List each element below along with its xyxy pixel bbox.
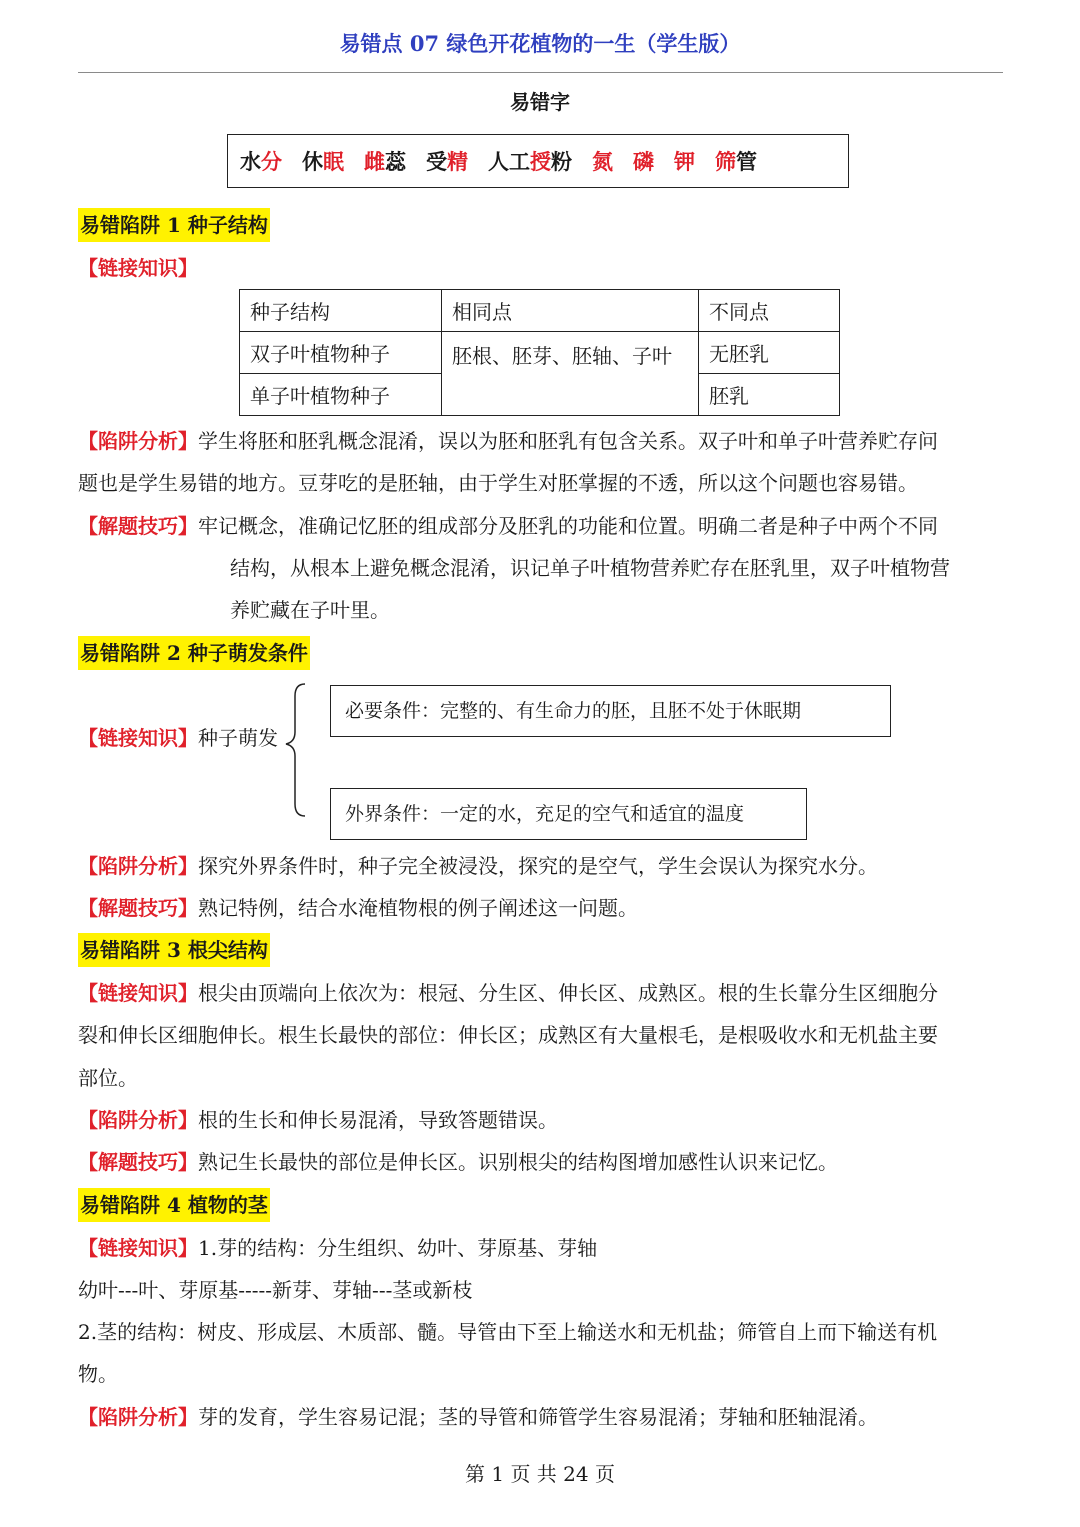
analysis-text: 芽的发育，学生容易记混；茎的导管和筛管学生容易混淆；芽轴和胚轴混淆。 xyxy=(198,1405,878,1429)
typo-char-highlight: 筛 xyxy=(715,149,736,174)
typo-char: 水 xyxy=(240,149,261,174)
trap4-link-line-3: 2.茎的结构：树皮、形成层、木质部、髓。导管由下至上输送水和无机盐；筛管自上而下输送有机 xyxy=(78,1320,938,1344)
trap3-link-line-3: 部位。 xyxy=(78,1066,138,1090)
trap1-analysis-line-2: 题也是学生易错的地方。豆芽吃的是胚轴，由于学生对胚掌握的不透，所以这个问题也容易错。 xyxy=(78,471,918,495)
section-title-typos: 易错字 xyxy=(510,90,570,114)
typo-char: 管 xyxy=(736,149,757,174)
link-knowledge-tag: 【链接知识】 xyxy=(78,726,198,750)
table-header-cell: 不同点 xyxy=(699,290,840,332)
typo-word xyxy=(364,149,406,174)
trap3-analysis-line xyxy=(78,1099,558,1141)
page-footer: 第 1 页 共 24 页 xyxy=(465,1462,615,1486)
trap4-link-line-2: 幼叶---叶、芽原基-----新芽、芽轴---茎或新枝 xyxy=(78,1278,473,1302)
analysis-tag: 【陷阱分析】 xyxy=(78,854,198,878)
trap3-tip-line xyxy=(78,1141,838,1183)
typo-char-highlight: 授 xyxy=(530,149,551,174)
tip-tag: 【解题技巧】 xyxy=(78,1150,198,1174)
trap2-link-line xyxy=(78,717,278,759)
trap3-title: 易错陷阱 3 根尖结构 xyxy=(78,933,270,967)
table-header-cell: 种子结构 xyxy=(240,290,442,332)
germination-label: 种子萌发 xyxy=(198,726,278,750)
trap2-tip-line xyxy=(78,887,638,929)
trap4-link-line-1 xyxy=(78,1227,597,1269)
typo-word xyxy=(302,149,344,174)
trap1-link-tag xyxy=(78,247,198,289)
typo-char-highlight: 钾 xyxy=(674,149,695,174)
table-cell: 胚乳 xyxy=(699,374,840,416)
typo-char: 粉 xyxy=(551,149,572,174)
link-knowledge-tag: 【链接知识】 xyxy=(78,1236,198,1260)
analysis-text: 学生将胚和胚乳概念混淆，误以为胚和胚乳有包含关系。双子叶和单子叶营养贮存问 xyxy=(198,429,938,453)
analysis-text: 探究外界条件时，种子完全被浸没，探究的是空气，学生会误认为探究水分。 xyxy=(198,854,878,878)
typo-word xyxy=(633,149,654,174)
document-header-title: 易错点 07 绿色开花植物的一生（学生版） xyxy=(339,31,741,56)
typo-char: 蕊 xyxy=(385,149,406,174)
typo-word xyxy=(674,149,695,174)
typo-char: 人工 xyxy=(488,149,530,174)
analysis-tag: 【陷阱分析】 xyxy=(78,1405,198,1429)
typo-word xyxy=(426,149,468,174)
tip-tag: 【解题技巧】 xyxy=(78,514,198,538)
trap1-analysis-line-1 xyxy=(78,420,938,462)
trap1-tip-line-1 xyxy=(78,505,938,547)
tip-tag: 【解题技巧】 xyxy=(78,896,198,920)
table-cell-merged: 胚根、胚芽、胚轴、子叶 xyxy=(442,332,699,416)
link-text: 根尖由顶端向上依次为：根冠、分生区、伸长区、成熟区。根的生长靠分生区细胞分 xyxy=(198,981,938,1005)
trap3-link-line-2: 裂和伸长区细胞伸长。根生长最快的部位：伸长区；成熟区有大量根毛，是根吸收水和无机盐主要 xyxy=(78,1023,938,1047)
typo-char-highlight: 眠 xyxy=(323,149,344,174)
typo-char-highlight: 雌 xyxy=(364,149,385,174)
table-cell: 单子叶植物种子 xyxy=(240,374,442,416)
table-header-cell: 相同点 xyxy=(442,290,699,332)
trap4-link-line-4: 物。 xyxy=(78,1362,118,1386)
typo-char: 受 xyxy=(426,149,447,174)
trap1-tip-line-3: 养贮藏在子叶里。 xyxy=(230,598,390,622)
link-knowledge-tag: 【链接知识】 xyxy=(78,981,198,1005)
trap1-title: 易错陷阱 1 种子结构 xyxy=(78,208,270,242)
table-cell: 无胚乳 xyxy=(699,332,840,374)
table-row xyxy=(240,332,840,374)
link-text: 1.芽的结构：分生组织、幼叶、芽原基、芽轴 xyxy=(198,1236,598,1260)
typo-word xyxy=(240,149,282,174)
brace-icon xyxy=(283,682,313,820)
typo-char-highlight: 精 xyxy=(447,149,468,174)
external-condition-box: 外界条件：一定的水，充足的空气和适宜的温度 xyxy=(330,788,807,840)
header-divider xyxy=(78,72,1003,73)
typo-word xyxy=(592,149,613,174)
typo-words-box xyxy=(227,134,849,188)
trap1-tip-line-2: 结构，从根本上避免概念混淆，识记单子叶植物营养贮存在胚乳里，双子叶植物营 xyxy=(230,556,950,580)
tip-text: 牢记概念，准确记忆胚的组成部分及胚乳的功能和位置。明确二者是种子中两个不同 xyxy=(198,514,938,538)
typo-word xyxy=(488,149,572,174)
typo-char-highlight: 磷 xyxy=(633,149,654,174)
typo-char-highlight: 氮 xyxy=(592,149,613,174)
typo-word xyxy=(715,149,757,174)
seed-structure-table xyxy=(239,289,840,416)
tip-text: 熟记特例，结合水淹植物根的例子阐述这一问题。 xyxy=(198,896,638,920)
trap2-title: 易错陷阱 2 种子萌发条件 xyxy=(78,636,310,670)
table-cell: 双子叶植物种子 xyxy=(240,332,442,374)
trap2-analysis-line xyxy=(78,845,878,887)
trap4-title: 易错陷阱 4 植物的茎 xyxy=(78,1188,270,1222)
analysis-tag: 【陷阱分析】 xyxy=(78,429,198,453)
analysis-text: 根的生长和伸长易混淆，导致答题错误。 xyxy=(198,1108,558,1132)
tip-text: 熟记生长最快的部位是伸长区。识别根尖的结构图增加感性认识来记忆。 xyxy=(198,1150,838,1174)
typo-char-highlight: 分 xyxy=(261,149,282,174)
analysis-tag: 【陷阱分析】 xyxy=(78,1108,198,1132)
link-knowledge-tag: 【链接知识】 xyxy=(78,256,198,280)
trap3-link-line-1 xyxy=(78,972,938,1014)
required-condition-box: 必要条件：完整的、有生命力的胚，且胚不处于休眠期 xyxy=(330,685,891,737)
trap4-analysis-line xyxy=(78,1396,878,1438)
typo-char: 休 xyxy=(302,149,323,174)
table-row xyxy=(240,290,840,332)
